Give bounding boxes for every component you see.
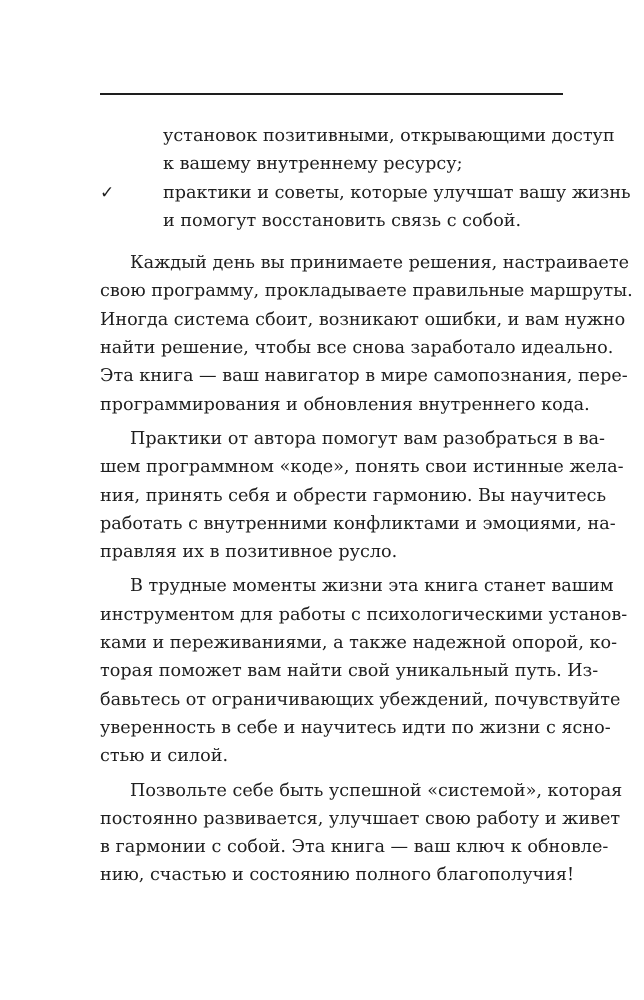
text-line: шем программном «коде», понять свои истинные жела- [100, 457, 624, 478]
checkmark-icon: ✓ [100, 182, 115, 203]
text-line: Каждый день вы принимаете решения, настраиваете [130, 253, 629, 274]
header-rule [100, 93, 563, 95]
text-line: Иногда система сбоит, возникают ошибки, и вам нужно [100, 309, 626, 330]
text-line: стью и силой. [100, 746, 229, 767]
text-line: торая поможет вам найти свой уникальный путь. Из- [100, 661, 599, 682]
list-item-continuation [100, 122, 615, 179]
page-body [100, 122, 633, 890]
text-line: уверенность в себе и научитесь идти по жизни с ясно- [100, 717, 611, 738]
text-line: Практики от автора помогут вам разобраться в ва- [130, 428, 605, 449]
text-line: постоянно развивается, улучшает свою работу и живет [100, 808, 621, 829]
paragraph [100, 249, 633, 419]
text-line: и помогут восстановить связь с собой. [163, 210, 522, 231]
text-line: бавьтесь от ограничивающих убеждений, почувствуйте [100, 689, 621, 710]
text-line: работать с внутренними конфликтами и эмоциями, на- [100, 513, 616, 534]
text-line: в гармонии с собой. Эта книга — ваш ключ к обновле- [100, 837, 609, 858]
text-line: ками и переживаниями, а также надежной опорой, ко- [100, 633, 618, 654]
bullet-list [100, 122, 631, 235]
text-line: инструментом для работы с психологическими установ- [100, 604, 628, 625]
paragraph [100, 572, 628, 770]
text-line: ния, принять себя и обрести гармонию. Вы научитесь [100, 485, 607, 506]
text-line: Позвольте себе быть успешной «системой», которая [130, 780, 623, 801]
text-line: свою программу, прокладываете правильные маршруты. [100, 281, 633, 302]
text-line: к вашему внутреннему ресурсу; [163, 154, 463, 175]
paragraph [100, 777, 623, 890]
text-line: найти решение, чтобы все снова заработало идеально. [100, 338, 614, 359]
text-line: Эта книга — ваш навигатор в мире самопознания, пере- [100, 366, 628, 387]
text-line: правляя их в позитивное русло. [100, 542, 398, 563]
text-line: установок позитивными, открывающими доступ [163, 126, 615, 146]
text-line: программирования и обновления внутреннего кода. [100, 394, 590, 415]
text-line: практики и советы, которые улучшат вашу жизнь [163, 182, 631, 203]
text-line: В трудные моменты жизни эта книга станет вашим [130, 576, 614, 597]
paragraph [100, 425, 624, 566]
text-line: нию, счастью и состоянию полного благополучия! [100, 865, 575, 886]
list-item [100, 179, 631, 236]
